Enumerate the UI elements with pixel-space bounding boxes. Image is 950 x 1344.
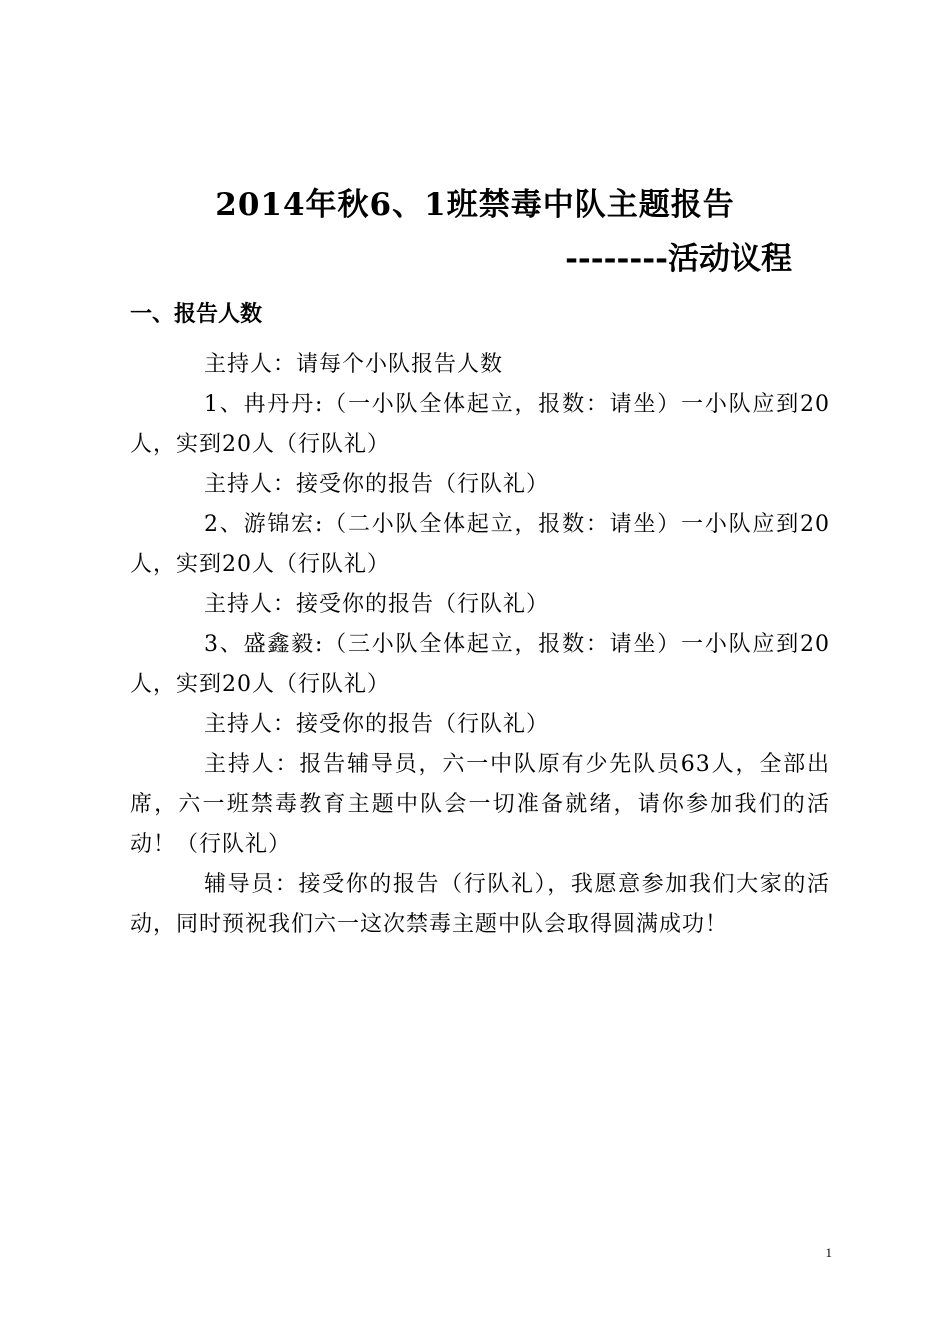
paragraph-host-summary: 主持人：报告辅导员，六一中队原有少先队员63人，全部出席，六一班禁毒教育主题中队会一切准备就绪，请你参加我们的活动！（行队礼）: [130, 752, 830, 857]
page-number: 1: [825, 1245, 832, 1260]
document-title: 2014年秋6、1班禁毒中队主题报告: [215, 187, 735, 223]
section-heading: 一、报告人数: [130, 301, 263, 327]
paragraph-host-request: 主持人：请每个小队报告人数: [204, 352, 504, 377]
document-subtitle: --------活动议程: [565, 241, 792, 277]
paragraph-counselor-reply: 辅导员：接受你的报告（行队礼），我愿意参加我们大家的活动，同时预祝我们六一这次禁毒主题中队会取得圆满成功！: [130, 872, 830, 937]
document-body: [130, 345, 830, 945]
paragraph-host-accept-2: 主持人：接受你的报告（行队礼）: [204, 592, 550, 617]
paragraph-host-accept-3: 主持人：接受你的报告（行队礼）: [204, 712, 550, 737]
paragraph-report-3: 3、盛鑫毅:（三小队全体起立，报数：请坐）一小队应到20人，实到20人（行队礼）: [130, 632, 830, 697]
paragraph-report-2: 2、游锦宏:（二小队全体起立，报数：请坐）一小队应到20人，实到20人（行队礼）: [130, 512, 830, 577]
paragraph-report-1: 1、冉丹丹:（一小队全体起立，报数：请坐）一小队应到20人，实到20人（行队礼）: [130, 392, 830, 457]
paragraph-host-accept-1: 主持人：接受你的报告（行队礼）: [204, 472, 550, 497]
